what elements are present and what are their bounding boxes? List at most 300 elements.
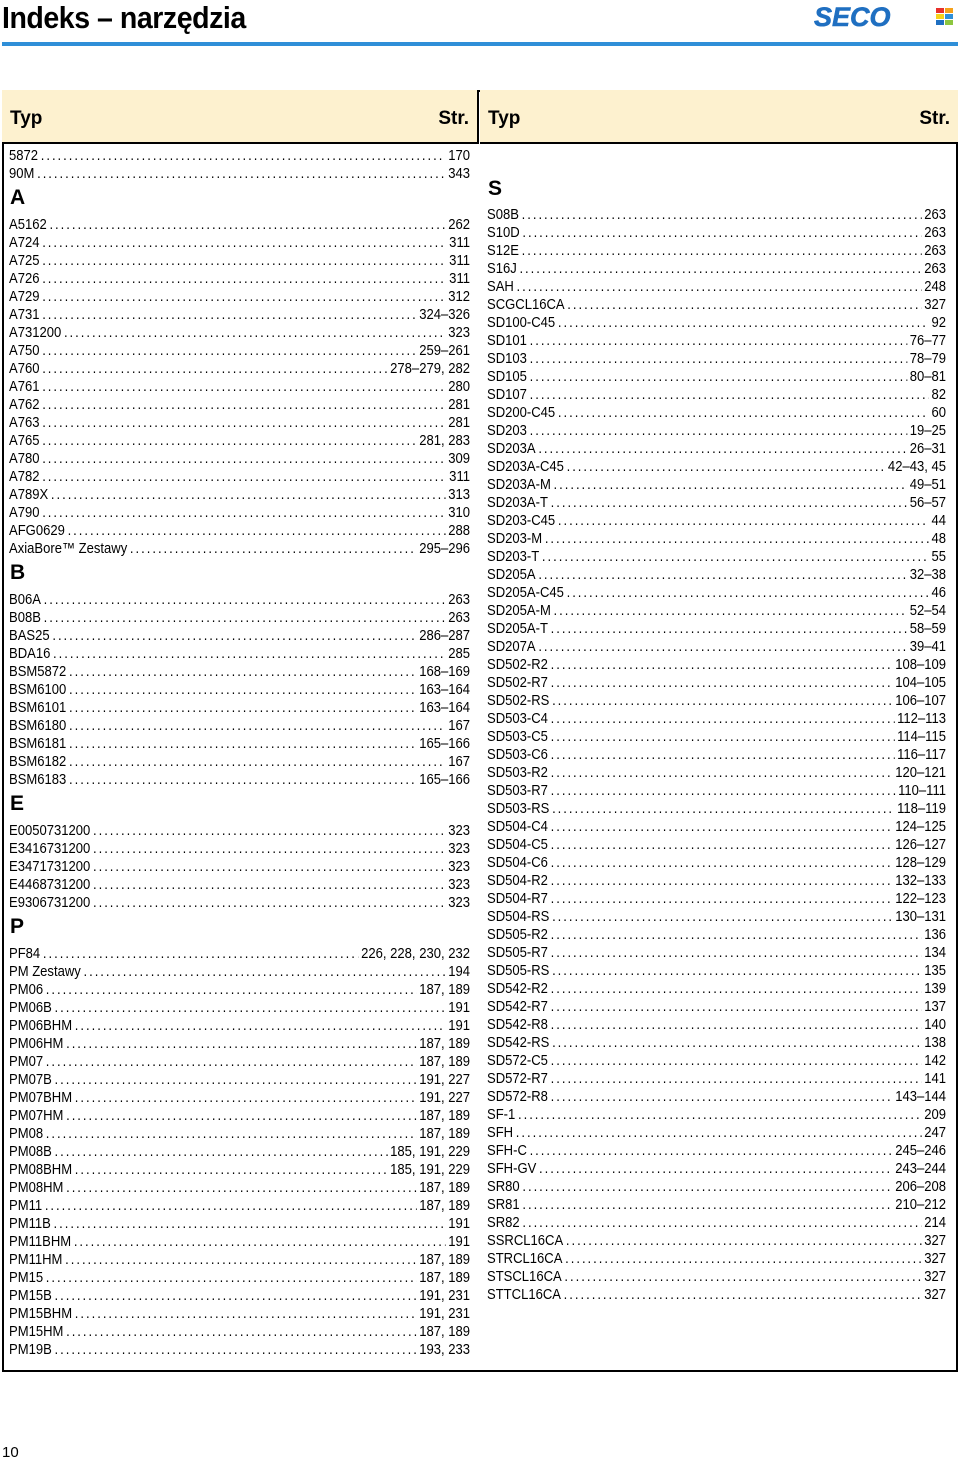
index-entry: [487, 566, 946, 584]
entry-page: 187, 189: [419, 1252, 470, 1268]
index-entry: [487, 242, 946, 260]
entry-page: 278–279, 282: [390, 361, 470, 377]
entry-page: 281: [448, 397, 470, 413]
index-entry: [487, 638, 946, 656]
entry-page: 112–113: [897, 711, 946, 727]
index-entry: [9, 1197, 470, 1215]
dot-leader: [69, 753, 445, 771]
entry-type: PM15B: [9, 1288, 52, 1304]
entry-type: SCGCL16CA: [487, 297, 565, 313]
entry-type: SR80: [487, 1179, 520, 1195]
dot-leader: [516, 1124, 922, 1142]
entry-page: 165–166: [419, 772, 470, 788]
entry-page: 108–109: [895, 657, 946, 673]
dot-leader: [42, 504, 445, 522]
dot-leader: [530, 386, 929, 404]
entry-type: E3471731200: [9, 859, 91, 875]
entry-page: 262: [448, 217, 470, 233]
index-entry: [487, 1088, 946, 1106]
entry-type: SD205A-T: [487, 621, 548, 637]
entry-page: 163–164: [419, 700, 470, 716]
index-entry: [487, 260, 946, 278]
entry-type: A790: [9, 505, 40, 521]
entry-page: 48: [931, 531, 946, 547]
entry-type: BSM6100: [9, 682, 67, 698]
entry-page: 134: [924, 945, 946, 961]
dot-leader: [551, 1088, 893, 1106]
entry-page: 187, 189: [419, 1180, 470, 1196]
entry-type: STTCL16CA: [487, 1287, 561, 1303]
entry-type: SD203A-M: [487, 477, 551, 493]
entry-type: SD542-R2: [487, 981, 548, 997]
entry-type: SD572-C5: [487, 1053, 548, 1069]
entry-page: 311: [449, 235, 470, 251]
index-entry: [487, 206, 946, 224]
entry-page: 288: [448, 523, 470, 539]
entry-type: A782: [9, 469, 40, 485]
entry-type: SF-1: [487, 1107, 516, 1123]
index-entry: [487, 350, 946, 368]
entry-page: 259–261: [419, 343, 470, 359]
entry-type: B08B: [9, 610, 41, 626]
entry-page: 309: [448, 451, 470, 467]
index-entry: [9, 771, 470, 789]
dot-leader: [93, 858, 446, 876]
entry-page: 82: [931, 387, 946, 403]
entry-type: SD103: [487, 351, 527, 367]
entry-page: 323: [448, 823, 470, 839]
entry-type: STRCL16CA: [487, 1251, 563, 1267]
entry-type: E4468731200: [9, 877, 91, 893]
entry-type: PM11B: [9, 1216, 51, 1232]
index-entry: [9, 1107, 470, 1125]
index-entry: [9, 450, 470, 468]
entry-type: SD504-R2: [487, 873, 548, 889]
index-entry: [487, 494, 946, 512]
entry-type: SD505-RS: [487, 963, 550, 979]
entry-page: 114–115: [897, 729, 946, 745]
entry-page: 187, 189: [419, 1108, 470, 1124]
entry-page: 191, 231: [419, 1306, 470, 1322]
entry-type: SD505-R2: [487, 927, 548, 943]
index-entry: [487, 818, 946, 836]
dot-leader: [552, 692, 892, 710]
entry-type: SD205A-C45: [487, 585, 564, 601]
entry-type: A761: [9, 379, 40, 395]
dot-leader: [55, 999, 446, 1017]
dot-leader: [566, 1232, 922, 1250]
entry-type: 90M: [9, 166, 35, 182]
dot-leader: [42, 252, 446, 270]
dot-leader: [551, 674, 893, 692]
dot-leader: [545, 530, 929, 548]
dot-leader: [83, 963, 445, 981]
index-entry: [487, 908, 946, 926]
entry-page: 191: [448, 1000, 470, 1016]
entry-page: 206–208: [895, 1179, 946, 1195]
index-entry: [9, 360, 470, 378]
dot-leader: [551, 890, 893, 908]
index-entry: [487, 962, 946, 980]
page-number: 10: [2, 1444, 19, 1461]
dot-leader: [37, 165, 445, 183]
entry-page: 193, 233: [419, 1342, 470, 1358]
entry-page: 263: [448, 592, 470, 608]
dot-leader: [522, 224, 921, 242]
dot-leader: [567, 584, 929, 602]
entry-page: 58–59: [909, 621, 946, 637]
entry-page: 187, 189: [419, 1036, 470, 1052]
entry-type: SD542-R8: [487, 1017, 548, 1033]
entry-page: 140: [924, 1017, 946, 1033]
entry-type: SD505-R7: [487, 945, 548, 961]
dot-leader: [517, 278, 922, 296]
index-entry: [487, 692, 946, 710]
entry-type: E9306731200: [9, 895, 91, 911]
entry-type: B06A: [9, 592, 41, 608]
entry-page: 92: [931, 315, 946, 331]
entry-type: SD503-RS: [487, 801, 550, 817]
dot-leader: [522, 206, 922, 224]
entry-type: S10D: [487, 225, 520, 241]
entry-page: 311: [449, 253, 470, 269]
str-heading: Str.: [919, 108, 950, 129]
index-entry: [487, 1052, 946, 1070]
entry-type: PM07HM: [9, 1108, 64, 1124]
entry-type: SD203A-T: [487, 495, 548, 511]
dot-leader: [65, 1251, 416, 1269]
entry-type: SD200-C45: [487, 405, 556, 421]
entry-type: PM06HM: [9, 1036, 64, 1052]
logo-text: SECO: [814, 3, 891, 29]
index-entry: [487, 800, 946, 818]
index-entry: [487, 1286, 946, 1304]
dot-leader: [551, 494, 907, 512]
dot-leader: [51, 486, 446, 504]
entry-type: PM06BHM: [9, 1018, 73, 1034]
entry-page: 39–41: [909, 639, 946, 655]
dot-leader: [42, 288, 445, 306]
dot-leader: [551, 926, 922, 944]
entry-page: 118–119: [897, 801, 946, 817]
dot-leader: [66, 1035, 416, 1053]
entry-page: 323: [448, 841, 470, 857]
dot-leader: [567, 458, 886, 476]
entry-page: 263: [924, 243, 946, 259]
dot-leader: [66, 1323, 416, 1341]
entry-page: 52–54: [909, 603, 946, 619]
entry-type: PM19B: [9, 1342, 52, 1358]
dot-leader: [551, 620, 907, 638]
entry-type: SR81: [487, 1197, 520, 1213]
dot-leader: [565, 1250, 921, 1268]
index-entry: [9, 522, 470, 540]
entry-page: 128–129: [895, 855, 946, 871]
entry-page: 323: [448, 895, 470, 911]
entry-page: 55: [931, 549, 946, 565]
dot-leader: [42, 342, 416, 360]
entry-page: 139: [924, 981, 946, 997]
dot-leader: [530, 332, 907, 350]
index-entry: [9, 876, 470, 894]
index-entry: [487, 1124, 946, 1142]
index-entry: [9, 894, 470, 912]
index-entry: [9, 165, 470, 183]
dot-leader: [551, 728, 895, 746]
dot-leader: [552, 962, 921, 980]
entry-page: 245–246: [895, 1143, 946, 1159]
left-column: [2, 90, 479, 1372]
index-entry: [487, 746, 946, 764]
dot-leader: [55, 1287, 417, 1305]
index-entry: [9, 486, 470, 504]
dot-leader: [93, 894, 446, 912]
dot-leader: [551, 944, 922, 962]
entry-type: PM11HM: [9, 1252, 63, 1268]
entry-type: SD504-R7: [487, 891, 548, 907]
entry-type: SD205A: [487, 567, 536, 583]
index-entry: [487, 1160, 946, 1178]
index-entry: [487, 1196, 946, 1214]
dot-leader: [75, 1305, 417, 1323]
entry-page: 327: [924, 1233, 946, 1249]
dot-leader: [42, 306, 416, 324]
index-entry: [9, 252, 470, 270]
index-entry: [9, 342, 470, 360]
entry-type: PM06: [9, 982, 44, 998]
index-entry: [9, 1071, 470, 1089]
entry-page: 138: [924, 1035, 946, 1051]
entry-type: SD203-M: [487, 531, 543, 547]
index-entry: [487, 386, 946, 404]
index-entry: [487, 584, 946, 602]
dot-leader: [539, 1160, 892, 1178]
dot-leader: [130, 540, 417, 558]
dot-leader: [52, 627, 416, 645]
entry-page: 46: [931, 585, 946, 601]
dot-leader: [46, 1125, 417, 1143]
page-title: Indeks – narzędzia: [2, 0, 246, 35]
entry-type: PM07B: [9, 1072, 52, 1088]
entry-page: 185, 191, 229: [390, 1162, 470, 1178]
index-entry: [487, 1034, 946, 1052]
entry-type: A729: [9, 289, 40, 305]
dot-leader: [93, 840, 446, 858]
entry-type: BAS25: [9, 628, 50, 644]
entry-page: 143–144: [895, 1089, 946, 1105]
entry-type: PM15BHM: [9, 1306, 73, 1322]
dot-leader: [42, 270, 446, 288]
entry-page: 187, 189: [419, 1270, 470, 1286]
entry-type: SD203-C45: [487, 513, 556, 529]
entry-page: 110–111: [898, 783, 946, 799]
index-entry: [487, 404, 946, 422]
index-entry: [9, 717, 470, 735]
entry-type: A731200: [9, 325, 62, 341]
index-entry: [487, 1142, 946, 1160]
dot-leader: [530, 1142, 893, 1160]
entry-type: PM07: [9, 1054, 44, 1070]
entry-page: 285: [448, 646, 470, 662]
index-entry: [487, 926, 946, 944]
dot-leader: [46, 981, 417, 999]
entry-type: SSRCL16CA: [487, 1233, 564, 1249]
entry-type: AFG0629: [9, 523, 65, 539]
entry-type: SFH-C: [487, 1143, 527, 1159]
entry-page: 120–121: [895, 765, 946, 781]
entry-type: SD502-RS: [487, 693, 550, 709]
index-entry: [9, 699, 470, 717]
index-entry: [9, 1305, 470, 1323]
entry-type: S08B: [487, 207, 519, 223]
index-entry: [487, 1070, 946, 1088]
index-entry: [9, 414, 470, 432]
entry-type: SD203A: [487, 441, 536, 457]
entry-type: A725: [9, 253, 40, 269]
entry-page: 168–169: [419, 664, 470, 680]
dot-leader: [551, 746, 895, 764]
index-entry: [9, 681, 470, 699]
entry-type: SD107: [487, 387, 527, 403]
entry-type: SD101: [487, 333, 527, 349]
dot-leader: [538, 566, 907, 584]
entry-type: SR82: [487, 1215, 520, 1231]
index-entry: [487, 512, 946, 530]
dot-leader: [42, 468, 446, 486]
entry-page: 214: [924, 1215, 946, 1231]
entry-type: SD572-R7: [487, 1071, 548, 1087]
entry-page: 187, 189: [419, 1198, 470, 1214]
index-entry: [9, 378, 470, 396]
entry-page: 323: [448, 877, 470, 893]
dot-leader: [69, 717, 445, 735]
entry-type: PM08B: [9, 1144, 52, 1160]
entry-page: 167: [448, 754, 470, 770]
entry-type: A726: [9, 271, 40, 287]
entry-type: BSM6182: [9, 754, 67, 770]
entry-page: 263: [924, 207, 946, 223]
entry-page: 163–164: [419, 682, 470, 698]
entry-page: 243–244: [895, 1161, 946, 1177]
dot-leader: [55, 1143, 388, 1161]
entry-page: 32–38: [909, 567, 946, 583]
dot-leader: [522, 242, 922, 260]
index-entry: [487, 458, 946, 476]
index-entry: [487, 1178, 946, 1196]
index-entry: [487, 998, 946, 1016]
index-entry: [487, 422, 946, 440]
entry-type: BSM6180: [9, 718, 67, 734]
dot-leader: [552, 800, 894, 818]
entry-type: SD503-R2: [487, 765, 548, 781]
dot-leader: [522, 1178, 892, 1196]
dot-leader: [69, 681, 416, 699]
index-entry: [9, 1215, 470, 1233]
dot-leader: [69, 771, 416, 789]
dot-leader: [530, 368, 907, 386]
dot-leader: [42, 450, 445, 468]
index-entry: [487, 296, 946, 314]
dot-leader: [46, 1053, 417, 1071]
index-entry: [487, 440, 946, 458]
entry-page: 209: [924, 1107, 946, 1123]
typ-heading: Typ: [10, 108, 43, 129]
dot-leader: [538, 440, 907, 458]
index-entry: [487, 764, 946, 782]
entry-type: SD203A-C45: [487, 459, 564, 475]
entry-page: 327: [924, 297, 946, 313]
entry-type: SD502-R2: [487, 657, 548, 673]
index-entry: [9, 663, 470, 681]
entry-page: 132–133: [895, 873, 946, 889]
index-entry: [487, 368, 946, 386]
index-entry: [487, 224, 946, 242]
entry-page: 191, 227: [419, 1072, 470, 1088]
entry-type: PM08HM: [9, 1180, 64, 1196]
index-entry: [9, 234, 470, 252]
entry-page: 327: [924, 1251, 946, 1267]
index-entry: [9, 1143, 470, 1161]
entry-type: PM Zestawy: [9, 964, 81, 980]
entry-type: SD504-C6: [487, 855, 548, 871]
dot-leader: [55, 1071, 417, 1089]
dot-leader: [552, 1034, 921, 1052]
entry-page: 327: [924, 1269, 946, 1285]
entry-type: SD205A-M: [487, 603, 551, 619]
entry-type: A765: [9, 433, 40, 449]
dot-leader: [551, 656, 893, 674]
entry-type: SD203-T: [487, 549, 540, 565]
entry-page: 281: [448, 415, 470, 431]
dot-leader: [564, 1268, 921, 1286]
dot-leader: [522, 1196, 892, 1214]
index-entry: [9, 840, 470, 858]
entry-type: SAH: [487, 279, 514, 295]
index-entry: [9, 822, 470, 840]
dot-leader: [75, 1089, 417, 1107]
entry-page: 263: [924, 261, 946, 277]
entry-page: 130–131: [895, 909, 946, 925]
index-entry: [487, 890, 946, 908]
str-heading: Str.: [438, 108, 469, 129]
entry-page: 323: [448, 325, 470, 341]
entry-type: SD207A: [487, 639, 536, 655]
dot-leader: [558, 404, 929, 422]
entry-type: SD504-C5: [487, 837, 548, 853]
index-entry: [487, 782, 946, 800]
index-entry: [487, 278, 946, 296]
entry-page: 106–107: [895, 693, 946, 709]
index-entry: [487, 1232, 946, 1250]
entry-type: SD542-R7: [487, 999, 548, 1015]
index-entry: [9, 396, 470, 414]
dot-leader: [53, 645, 445, 663]
dot-leader: [551, 1016, 922, 1034]
entry-type: PM07BHM: [9, 1090, 73, 1106]
entry-type: SD503-C5: [487, 729, 548, 745]
entry-page: 185, 191, 229: [390, 1144, 470, 1160]
entry-page: 78–79: [909, 351, 946, 367]
dot-leader: [530, 422, 907, 440]
dot-leader: [551, 1052, 922, 1070]
entry-type: PM11: [9, 1198, 43, 1214]
index-entry: [9, 645, 470, 663]
entry-type: E3416731200: [9, 841, 91, 857]
entry-page: 210–212: [895, 1197, 946, 1213]
dot-leader: [68, 522, 446, 540]
index-entry: [487, 656, 946, 674]
dot-leader: [46, 1269, 417, 1287]
